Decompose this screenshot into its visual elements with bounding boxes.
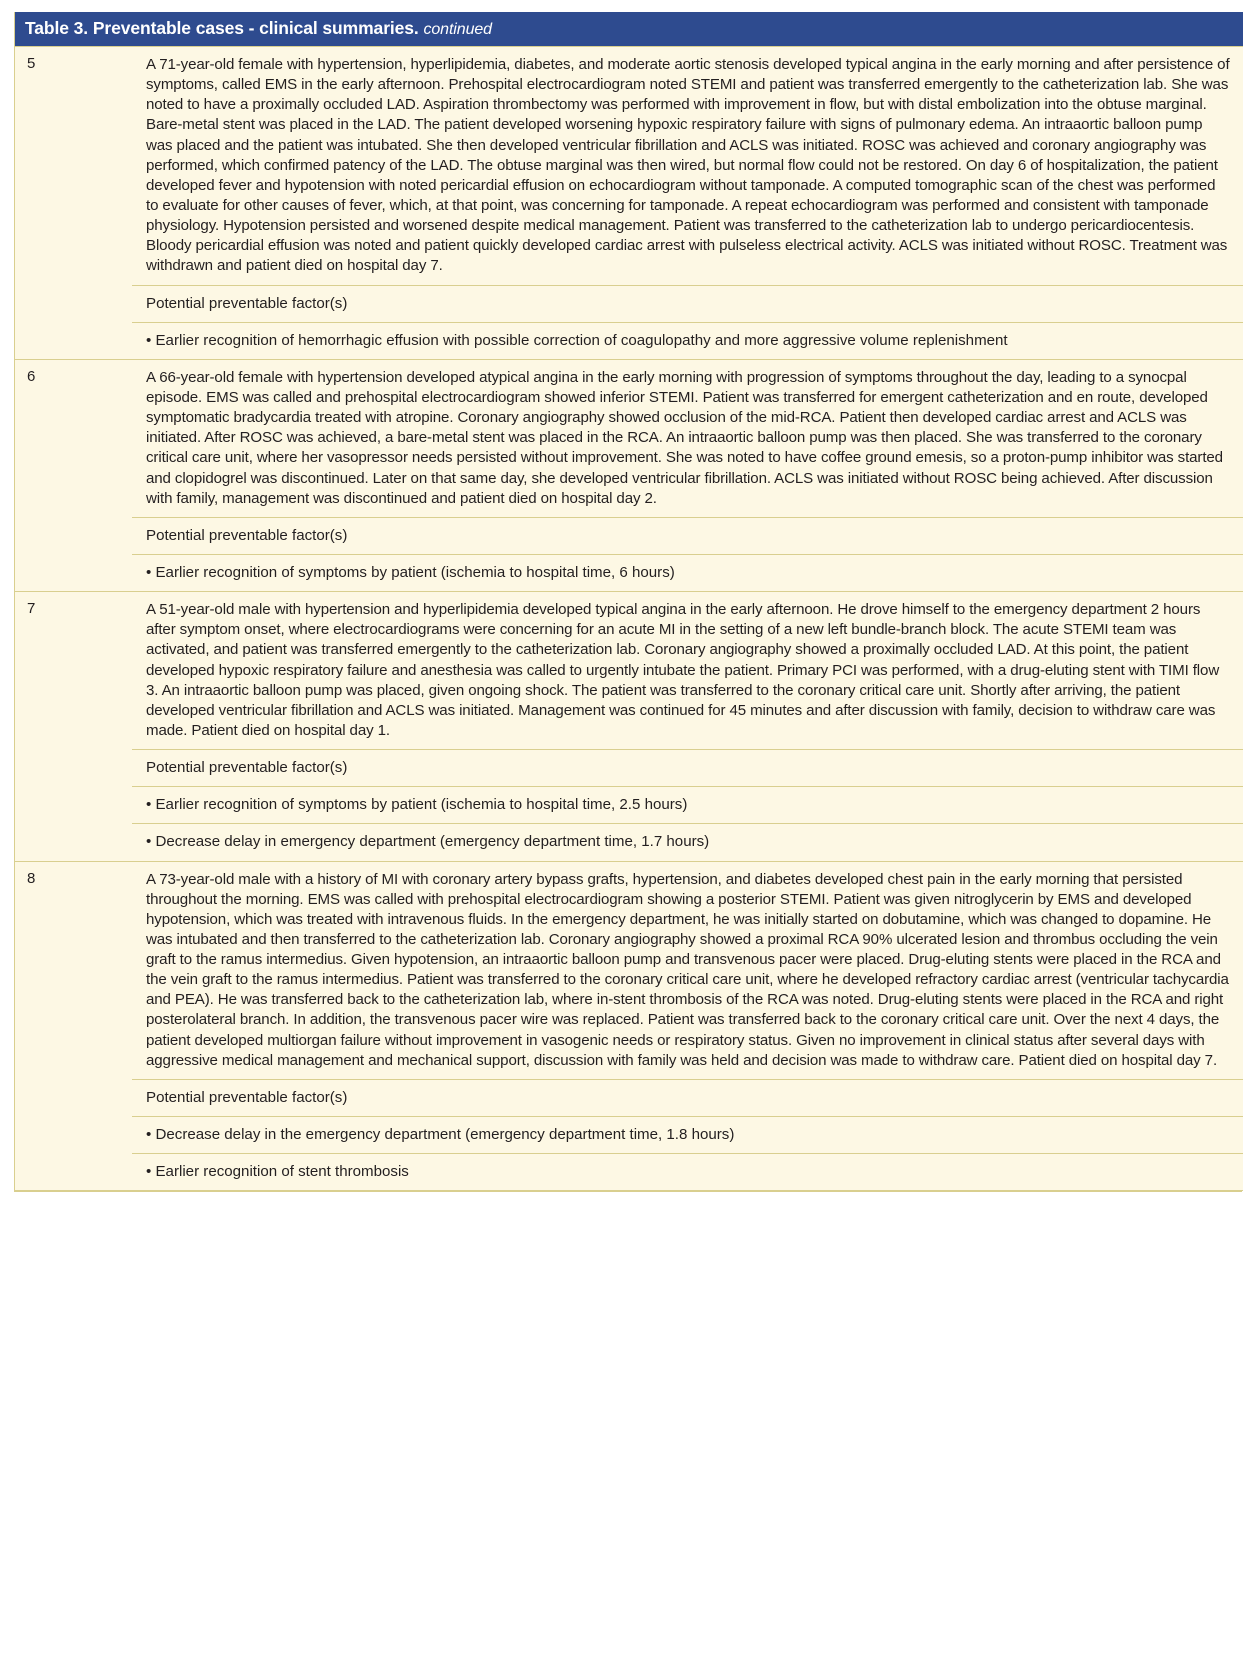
case-narrative-cell: A 73-year-old male with a history of MI with coronary artery bypass grafts, hypertension, and diabetes developed chest pain in the early morning that persisted throughout the morning. EMS was called with prehospital electrocardiogram showing a posterior STEMI. Patient was given nitroglycerin by EMS and developed hypotension, which was treated with intravenous fluids. In the emergency department, he was initially started on dobutamine, which was changed to dopamine. He was intubated and then transferred to the catheterization lab. Coronary angiography showed a proximal RCA 90% ulcerated lesion and thrombus occluding the vein graft to the ramus intermedius. Given hypotension, an intraaortic balloon pump and transvenous pacer were placed. Drug-eluting stents were placed in the RCA and the vein graft to the ramus intermedius. Patient was transferred to the coronary critical care unit, where he developed refractory cardiac arrest (ventricular tachycardia and PEA). He was transferred back to the catheterization lab, where in-stent thrombosis of the RCA was noted. Drug-eluting stents were placed in the RCA and right posterolateral branch. In addition, the transvenous pacer wire was replaced. Patient was transferred back to the coronary critical care unit. Over the next 4 days, the patient developed multiorgan failure without improvement in vasogenic needs or respiratory status. Given no improvement in clinical status after several days with aggressive medical management and mechanical support, discussion with family was held and decision was made to withdraw care. Patient died on hospital day 7. — [132, 861, 1243, 1079]
table-3-container — [14, 12, 1242, 1192]
factor-item-cell — [132, 322, 1243, 359]
case-number-cell: 5 — [15, 47, 132, 360]
table-row — [15, 359, 1243, 517]
case-narrative-cell: A 51-year-old male with hypertension and hyperlipidemia developed typical angina in the early afternoon. He drove himself to the emergency department 2 hours after symptom onset, where electrocardiograms were concerning for an acute MI in the setting of a new left bundle-branch block. The acute STEMI team was activated, and patient was transferred emergently to the catheterization lab. Coronary angiography showed a proximally occluded LAD. At this point, the patient developed hypoxic respiratory failure and anesthesia was called to urgently intubate the patient. Primary PCI was performed, with a drug-eluting stent with TIMI flow 3. An intraaortic balloon pump was placed, given ongoing shock. The patient was transferred to the coronary critical care unit. Shortly after arriving, the patient developed ventricular fibrillation and ACLS was initiated. Management was continued for 45 minutes and after discussion with family, decision to withdraw care was made. Patient died on hospital day 1. — [132, 592, 1243, 750]
case-narrative-cell: A 66-year-old female with hypertension developed atypical angina in the early morning with progression of symptoms throughout the day, leading to a synocpal episode. EMS was called and prehospital electrocardiogram showed inferior STEMI. Patient was transferred for emergent catheterization and en route, developed symptomatic bradycardia treated with atropine. Coronary angiography showed occlusion of the mid-RCA. Patient then developed cardiac arrest and ACLS was initiated. After ROSC was achieved, a bare-metal stent was placed in the RCA. An intraaortic balloon pump was then placed. She was transferred to the coronary critical care unit, where her vasopressor needs persisted without improvement. She was noted to have coffee ground emesis, so a proton-pump inhibitor was started and clopidogrel was discontinued. Later on that same day, she developed ventricular fibrillation. ACLS was initiated without ROSC being achieved. After discussion with family, management was discontinued and patient died on hospital day 2. — [132, 359, 1243, 517]
table-row — [15, 47, 1243, 286]
case-narrative-cell: A 71-year-old female with hypertension, hyperlipidemia, diabetes, and moderate aortic stenosis developed typical angina in the early morning and after persistence of symptoms, called EMS in the early afternoon. Prehospital electrocardiogram noted STEMI and patient was transferred emergently to the catheterization lab. She was noted to have a proximally occluded LAD. Aspiration thrombectomy was performed with improvement in flow, but with distal embolization into the obtuse marginal. Bare-metal stent was placed in the LAD. The patient developed worsening hypoxic respiratory failure with signs of pulmonary edema. An intraaortic balloon pump was placed and the patient was intubated. She then developed ventricular fibrillation and ACLS was initiated. ROSC was achieved and coronary angiography was performed, which confirmed patency of the LAD. The obtuse marginal was then wired, but normal flow could not be restored. On day 6 of hospitalization, the patient developed fever and hypotension with noted pericardial effusion on echocardiogram without tamponade. A computed tomographic scan of the chest was performed to evaluate for other causes of fever, which, at that point, was concerning for tamponade. A repeat echocardiogram was performed and consistent with tamponade physiology. Hypotension persisted and worsened despite medical management. Patient was transferred to the catheterization lab to undergo pericardiocentesis. Bloody pericardial effusion was noted and patient quickly developed cardiac arrest with pulseless electrical activity. ACLS was initiated without ROSC. Treatment was withdrawn and patient died on hospital day 7. — [132, 47, 1243, 286]
case-number-cell: 8 — [15, 861, 132, 1191]
factor-text: • Decrease delay in emergency department (emergency department time, 1.7 hours) — [146, 833, 710, 851]
factor-label: Earlier recognition of symptoms by patient (ischemia to hospital time, 2.5 hours) — [155, 796, 688, 814]
factor-label: Decrease delay in the emergency department (emergency department time, 1.8 hours) — [155, 1126, 735, 1144]
table-row — [15, 322, 1243, 359]
table-row — [15, 517, 1243, 554]
case-number-cell: 7 — [15, 592, 132, 861]
factor-item-cell — [132, 787, 1243, 824]
case-number-cell: 6 — [15, 359, 132, 591]
table-caption-continued: continued — [423, 21, 492, 38]
factor-label: Decrease delay in emergency department (emergency department time, 1.7 hours) — [155, 833, 710, 851]
table-caption — [15, 12, 1243, 46]
table-body — [15, 47, 1243, 1191]
factor-item-cell — [132, 1154, 1243, 1191]
table-row — [15, 285, 1243, 322]
table-row — [15, 750, 1243, 787]
table-row — [15, 592, 1243, 750]
factor-header-cell: Potential preventable factor(s) — [132, 750, 1243, 787]
factor-label: Earlier recognition of hemorrhagic effusion with possible correction of coagulopathy and more aggressive volume replenishment — [155, 331, 1008, 349]
factor-header-cell: Potential preventable factor(s) — [132, 1079, 1243, 1116]
factor-header-cell: Potential preventable factor(s) — [132, 285, 1243, 322]
factor-text: • Earlier recognition of stent thrombosis — [146, 1163, 409, 1181]
table-row — [15, 1154, 1243, 1191]
factor-item-cell — [132, 554, 1243, 591]
factor-text: • Earlier recognition of symptoms by patient (ischemia to hospital time, 2.5 hours) — [146, 796, 688, 814]
factor-text: • Decrease delay in the emergency department (emergency department time, 1.8 hours) — [146, 1126, 735, 1144]
factor-item-cell — [132, 1117, 1243, 1154]
table-row — [15, 824, 1243, 861]
factor-text: • Earlier recognition of hemorrhagic effusion with possible correction of coagulopathy and more aggressive volume replenishment — [146, 331, 1008, 349]
table-row — [15, 1117, 1243, 1154]
table-row — [15, 861, 1243, 1079]
factor-text: • Earlier recognition of symptoms by patient (ischemia to hospital time, 6 hours) — [146, 563, 675, 581]
table-caption-text: Table 3. Preventable cases - clinical summaries. — [25, 18, 419, 38]
preventable-cases-table — [15, 46, 1243, 1191]
factor-label: Earlier recognition of stent thrombosis — [155, 1163, 409, 1181]
table-row — [15, 787, 1243, 824]
factor-header-cell: Potential preventable factor(s) — [132, 517, 1243, 554]
table-row — [15, 1079, 1243, 1116]
table-row — [15, 554, 1243, 591]
factor-item-cell — [132, 824, 1243, 861]
factor-label: Earlier recognition of symptoms by patient (ischemia to hospital time, 6 hours) — [155, 563, 675, 581]
